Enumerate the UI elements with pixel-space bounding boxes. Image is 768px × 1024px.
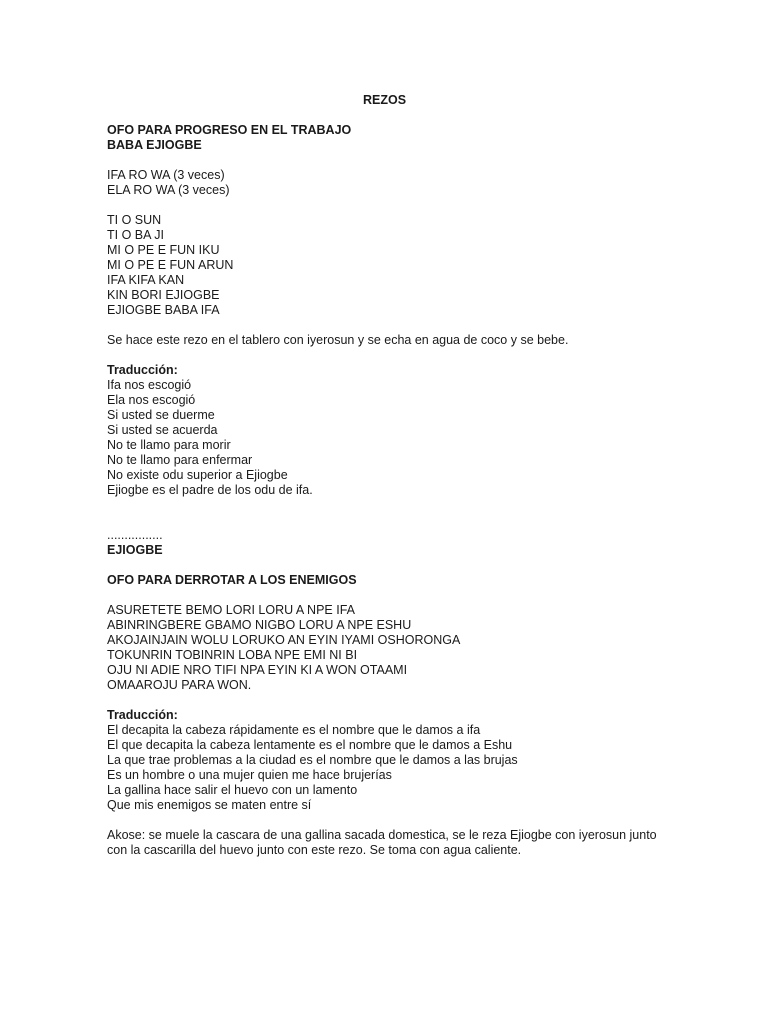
section1-heading-line-1: OFO PARA PROGRESO EN EL TRABAJO bbox=[107, 123, 352, 137]
section2-translation-line: La gallina hace salir el huevo con un lamento bbox=[107, 783, 358, 797]
section1-translation-line: Ifa nos escogió bbox=[107, 378, 192, 392]
section2-translation-line: La que trae problemas a la ciudad es el nombre que le damos a las brujas bbox=[107, 753, 518, 767]
section2-translation-line: Que mis enemigos se maten entre sí bbox=[107, 798, 312, 812]
section1-prayer-line: KIN BORI EJIOGBE bbox=[107, 288, 220, 302]
section1-prayer-line: TI O BA JI bbox=[107, 228, 164, 242]
section2-prayer-line: ASURETETE BEMO LORI LORU A NPE IFA bbox=[107, 603, 355, 617]
section2-prayer-line: AKOJAINJAIN WOLU LORUKO AN EYIN IYAMI OSHORONGA bbox=[107, 633, 461, 647]
section1-prayer-line: IFA KIFA KAN bbox=[107, 273, 185, 287]
section1-intro-line-2: ELA RO WA (3 veces) bbox=[107, 183, 230, 197]
section1-translation-line: Si usted se duerme bbox=[107, 408, 215, 422]
section2-heading: OFO PARA DERROTAR A LOS ENEMIGOS bbox=[107, 573, 357, 587]
section1-translation-label: Traducción: bbox=[107, 363, 178, 377]
section1-translation-line: Si usted se acuerda bbox=[107, 423, 218, 437]
section1-prayer-line: MI O PE E FUN IKU bbox=[107, 243, 220, 257]
section1-prayer-line: TI O SUN bbox=[107, 213, 162, 227]
section1-prayer-line: EJIOGBE BABA IFA bbox=[107, 303, 220, 317]
section1-translation-line: Ejiogbe es el padre de los odu de ifa. bbox=[107, 483, 313, 497]
section2-prayer-line: OJU NI ADIE NRO TIFI NPA EYIN KI A WON OTAAMI bbox=[107, 663, 408, 677]
section2-prayer-line: ABINRINGBERE GBAMO NIGBO LORU A NPE ESHU bbox=[107, 618, 412, 632]
section2-translation-line: El que decapita la cabeza lentamente es el nombre que le damos a Eshu bbox=[107, 738, 513, 752]
section2-prayer-line: TOKUNRIN TOBINRIN LOBA NPE EMI NI BI bbox=[107, 648, 358, 662]
section1-heading-line-2: BABA EJIOGBE bbox=[107, 138, 202, 152]
section1-translation-line: No te llamo para morir bbox=[107, 438, 231, 452]
section2-name: EJIOGBE bbox=[107, 543, 163, 557]
section2-translation-line: Es un hombre o una mujer quien me hace brujerías bbox=[107, 768, 392, 782]
document-page bbox=[107, 93, 687, 858]
section1-translation-line: No existe odu superior a Ejiogbe bbox=[107, 468, 288, 482]
section1-instruction: Se hace este rezo en el tablero con iyerosun y se echa en agua de coco y se bebe. bbox=[107, 333, 569, 347]
section1-translation-line: Ela nos escogió bbox=[107, 393, 196, 407]
section2-akose-paragraph: Akose: se muele la cascara de una gallina sacada domestica, se le reza Ejiogbe con iyerosun junto con la cascarilla del huevo junto con este rezo. Se toma con agua caliente. bbox=[107, 828, 657, 857]
section1-prayer-line: MI O PE E FUN ARUN bbox=[107, 258, 234, 272]
section2-translation-label: Traducción: bbox=[107, 708, 178, 722]
section-separator: ................ bbox=[107, 528, 163, 542]
section2-prayer-line: OMAAROJU PARA WON. bbox=[107, 678, 252, 692]
section2-translation-line: El decapita la cabeza rápidamente es el nombre que le damos a ifa bbox=[107, 723, 481, 737]
section1-translation-line: No te llamo para enfermar bbox=[107, 453, 253, 467]
document-title: REZOS bbox=[362, 93, 407, 107]
section1-intro-line-1: IFA RO WA (3 veces) bbox=[107, 168, 225, 182]
